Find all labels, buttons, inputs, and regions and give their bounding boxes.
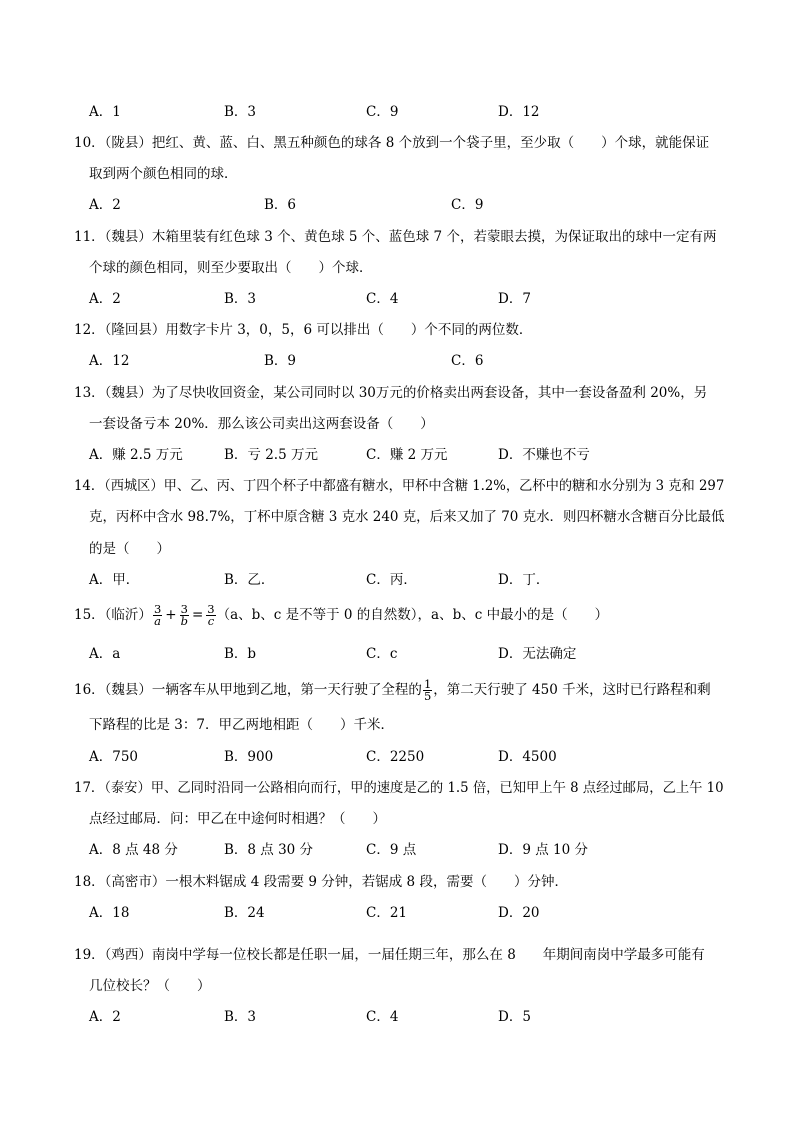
q18-option-b: B．24 [224,905,265,921]
fraction-3-over-b: $\frac{3}{b}$ [180,602,188,628]
q10-option-b: B．6 [264,197,297,213]
equals-sign: = [191,607,204,623]
q19-option-c: C．4 [366,1009,399,1025]
q17-option-a: A．8 点 48 分 [89,842,178,858]
q14-option-d: D．丁． [498,572,550,588]
q14-option-b: B．乙． [224,572,275,588]
q12-option-b: B．9 [264,353,297,369]
q17-option-d: D．9 点 10 分 [498,842,588,858]
q14-option-a: A．甲． [89,572,140,588]
q14-text-line3: 的是（ ） [89,541,170,557]
q11-text-line1: 11．（魏县）木箱里装有红色球 3 个、黄色球 5 个、蓝色球 7 个，若蒙眼去摸，为保证取出的球中一定有两 [74,229,717,245]
q15-option-c: C．c [366,646,398,662]
q9-option-b: B．3 [224,104,257,120]
q14-text-line2: 克，丙杯中含水 98.7%，丁杯中原含糖 3 克水 240 克，后来又加了 70 克水．则四杯糖水含糖百分比最低 [89,509,725,525]
q19-option-b: B．3 [224,1009,257,1025]
q13-option-d: D．不赚也不亏 [498,447,590,463]
q13-option-b: B．亏 2.5 万元 [224,447,318,463]
q11-option-c: C．4 [366,291,399,307]
q15-text-line1 [74,602,608,628]
q11-text-line2: 个球的颜色相同，则至少要取出（ ）个球． [89,260,373,276]
q18-option-c: C．21 [366,905,408,921]
q16-text-line1 [74,677,711,703]
q15-option-d: D．无法确定 [498,646,577,662]
q16-option-a: A．750 [89,749,139,765]
q19-option-a: A．2 [89,1009,121,1025]
q10-option-c: C．9 [451,197,484,213]
q12-text-line1: 12．（隆回县）用数字卡片 3，0，5，6 可以排出（ ）个不同的两位数． [74,322,533,338]
q12-option-a: A．12 [89,353,130,369]
q15-option-a: A．a [89,646,121,662]
q9-option-a: A．1 [89,104,121,120]
q10-text-line2: 取到两个颜色相同的球． [89,166,238,182]
q17-option-c: C．9 点 [366,842,417,858]
q16-option-d: D．4500 [498,749,557,765]
q15-prefix: 15．（临沂） [74,607,152,623]
q16-text-line2: 下路程的比是 3：7．甲乙两地相距（ ）千米． [89,717,394,733]
q15-option-b: B．b [224,646,257,662]
q11-option-d: D．7 [498,291,531,307]
q16-suffix: ，第二天行驶了 450 千米，这时已行路程和剩 [433,682,711,698]
q17-text-line1: 17．（泰安）甲、乙同时沿同一公路相向而行，甲的速度是乙的 1.5 倍，已知甲上午 8 点经过邮局，乙上午 10 [74,780,724,796]
q12-option-c: C．6 [451,353,484,369]
q13-text-line2: 一套设备亏本 20%．那么该公司卖出这两套设备（ ） [89,416,434,432]
q19-text-line2: 几位校长？（ ） [89,978,211,994]
q16-prefix: 16．（魏县）一辆客车从甲地到乙地，第一天行驶了全程的 [74,682,422,698]
q19-option-d: D．5 [498,1009,531,1025]
q16-option-c: C．2250 [366,749,425,765]
q13-option-a: A．赚 2.5 万元 [89,447,183,463]
q16-option-b: B．900 [224,749,274,765]
q15-suffix: （a、b、c 是不等于 0 的自然数），a、b、c 中最小的是（ ） [216,607,609,623]
fraction-1-over-5: $\frac{1}{5}$ [423,677,432,703]
q19-text-line1: 19．（鸡西）南岗中学每一位校长都是任职一届，一届任期三年，那么在 8 年期间南岗中学最多可能有 [74,947,705,963]
q14-option-c: C．丙． [366,572,417,588]
fraction-3-over-a: $\frac{3}{a}$ [153,602,162,628]
q18-option-d: D．20 [498,905,540,921]
q18-option-a: A．18 [89,905,130,921]
q9-option-c: C．9 [366,104,399,120]
q13-option-c: C．赚 2 万元 [366,447,448,463]
q11-option-a: A．2 [89,291,121,307]
q17-option-b: B．8 点 30 分 [224,842,314,858]
q18-text-line1: 18．（高密市）一根木料锯成 4 段需要 9 分钟，若锯成 8 段，需要（ ）分钟． [74,874,568,890]
q10-option-a: A．2 [89,197,121,213]
q9-option-d: D．12 [498,104,540,120]
fraction-3-over-c: $\frac{3}{c}$ [207,602,215,628]
q11-option-b: B．3 [224,291,257,307]
q14-text-line1: 14．（西城区）甲、乙、丙、丁四个杯子中都盛有糖水，甲杯中含糖 1.2%，乙杯中的糖和水分别为 3 克和 297 [74,478,725,494]
q13-text-line1: 13．（魏县）为了尽快收回资金，某公司同时以 30万元的价格卖出两套设备，其中一套设备盈利 20%，另 [74,385,708,401]
q17-text-line2: 点经过邮局．问：甲乙在中途何时相遇？（ ） [89,811,386,827]
q10-text-line1: 10．（陇县）把红、黄、蓝、白、黑五种颜色的球各 8 个放到一个袋子里，至少取（ ）个球，就能保证 [74,135,710,151]
plus-sign: + [165,607,177,623]
